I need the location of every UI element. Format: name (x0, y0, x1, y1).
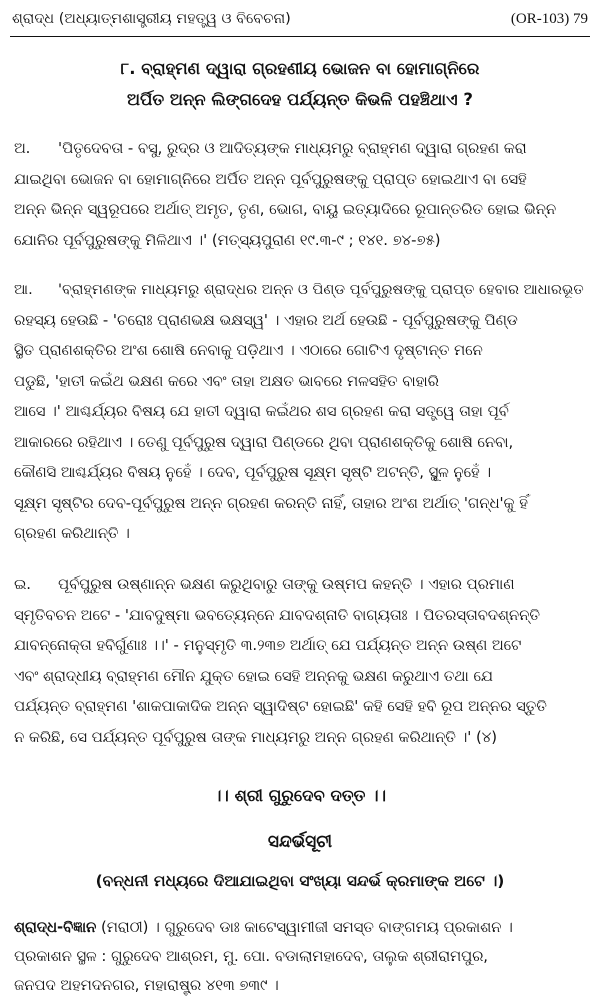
paragraph-i-line: ନ କରିଛି, ସେ ପର୍ଯ୍ୟନ୍ତ ପୂର୍ବପୁରୁଷ ତାଙ୍କ ମାଧ୍ୟମରୁ ଅନ୍ନ ଗ୍ରହଣ କରିଥାନ୍ତି ।' (୪) (14, 728, 498, 746)
paragraph-i-marker: ଇ. (14, 576, 32, 593)
reference-entry-line: ଶ୍ରାଦ୍ଧ-ବିଜ୍ଞାନ (ମରାଠୀ) । ଗୁରୁଦେବ ଡାଃ କାଟେସ୍ୱାମୀଜୀ ସମସ୍ତ ବାଙ୍ଗମୟ ପ୍ରକାଶନ । (14, 919, 513, 936)
paragraph-i-line: ଯାବନ୍ନୋକ୍ତା ହବିର୍ଗୁଣାଃ ।।' - ମନୁସ୍ମୃତି ୩.୨୩୭ ଅର୍ଥାତ୍ ଯେ ପର୍ଯ୍ୟନ୍ତ ଅନ୍ନ ଉଷ୍ଣ ଅଟେ (14, 637, 522, 654)
header-rule (10, 36, 590, 37)
reference-entry-line: ଜନପଦ ଅହମଦନଗର, ମହାରାଷ୍ଟ୍ର ୪୧୩ ୭୩୯ । (14, 977, 279, 994)
paragraph-aa-marker: ଆ. (14, 281, 33, 298)
paragraph-a-line: ଅନ୍ନ ଭିନ୍ନ ସ୍ୱରୂପରେ ଅର୍ଥାତ୍ ଅମୃତ, ତୃଣ, ଭୋଗ, ବାୟୁ ଇତ୍ୟାଦିରେ ରୂପାନ୍ତରିତ ହୋଇ ଭିନ୍ନ (14, 201, 557, 218)
paragraph-aa-line: ପଡୁଛି, 'ହାତୀ କଇଁଥ ଭକ୍ଷଣ କରେ ଏବଂ ତାହା ଅକ୍ଷତ ଭାବରେ ମଳସହିତ ବାହାରି (14, 372, 439, 390)
running-header (12, 6, 588, 32)
paragraph-i-line: ପର୍ଯ୍ୟନ୍ତ ବ୍ରାହ୍ମଣ 'ଶାକପାକାଦିକ ଅନ୍ନ ସ୍ୱାଦିଷ୍ଟ ହୋଇଛି' କହି ସେହି ହବି ରୂପ ଅନ୍ନର ସ୍ତୁତି (14, 698, 547, 715)
reference-entry (14, 913, 590, 1000)
closing-invocation: ।। ଶ୍ରୀ ଗୁରୁଦେବ ଦତ୍ତ ।। (214, 786, 386, 805)
paragraph-aa-line: ଆ. 'ବ୍ରାହ୍ମଣଙ୍କ ମାଧ୍ୟମରୁ ଶ୍ରାଦ୍ଧର ଅନ୍ନ ଓ ପିଣ୍ଡ ପୂର୍ବପୁରୁଷଙ୍କୁ ପ୍ରାପ୍ତ ହେବାର ଆଧାରଭୂତ (14, 275, 586, 306)
paragraph-a-marker: ଅ. (14, 140, 31, 157)
paragraph-a (14, 134, 586, 256)
question-heading (14, 53, 586, 115)
paragraph-aa-line: କୌଣସି ଆଶ୍ଚର୍ଯ୍ୟର ବିଷୟ ନୁହେଁ । ଦେବ, ପୂର୍ବପୁରୁଷ ସୂକ୍ଷ୍ମ ସୃଷ୍ଟି ଅଟନ୍ତି, ସ୍ଥୂଳ ନୁହେଁ । (14, 464, 492, 481)
references-title: ସନ୍ଦର୍ଭସୂଚୀ (267, 832, 333, 852)
paragraph-aa-line: ରହସ୍ୟ ହେଉଛି - 'ଚରୋଃ ପ୍ରାଣଭକ୍ଷ ଭକ୍ଷସ୍ୱ' । ଏହାର ଅର୍ଥ ହେଉଛି - ପୂର୍ବପୁରୁଷଙ୍କୁ ପିଣ୍ଡ (14, 311, 518, 329)
header-page-number: (OR-103) 79 (510, 10, 588, 27)
reference-entry-line: ପ୍ରକାଶନ ସ୍ଥଳ : ଗୁରୁଦେବ ଆଶ୍ରମ, ମୁ. ପୋ. ବଡାଲାମହାଦେବ, ତାଲୁକ ଶ୍ରୀରାମପୁର, (14, 948, 489, 965)
reference-entry-title: ଶ୍ରାଦ୍ଧ-ବିଜ୍ଞାନ (14, 919, 97, 936)
paragraph-aa (14, 275, 586, 550)
paragraph-aa-line: ସୂକ୍ଷ୍ମ ସୃଷ୍ଟିର ଦେବ-ପୂର୍ବପୁରୁଷ ଅନ୍ନ ଗ୍ରହଣ କରନ୍ତି ନାହିଁ, ତାହାର ଅଂଶ ଅର୍ଥାତ୍ 'ଗନ୍ଧ'କୁ ହିଁ (14, 494, 528, 512)
paragraph-aa-line: ଆକାରରେ ରହିଥାଏ । ତେଣୁ ପୂର୍ବପୁରୁଷ ଦ୍ୱାରା ପିଣ୍ଡରେ ଥିବା ପ୍ରାଣଶକ୍ତିକୁ ଶୋଷି ନେବା, (14, 433, 514, 451)
paragraph-aa-line: ଗ୍ରହଣ କରିଥାନ୍ତି । (14, 525, 130, 542)
paragraph-a-line: ଯାଇଥିବା ଭୋଜନ ବା ହୋମାଗ୍ନିରେ ଅର୍ପିତ ଅନ୍ନ ପୂର୍ବପୁରୁଷଙ୍କୁ ପ୍ରାପ୍ତ ହୋଇଥାଏ ବା ସେହି (14, 170, 527, 188)
question-heading-line-2: ଅର୍ପିତ ଅନ୍ନ ଲିଙ୍ଗଦେହ ପର୍ଯ୍ୟନ୍ତ କିଭଳି ପହଞ୍ଚିଥାଏ ? (127, 90, 473, 109)
paragraph-i (14, 570, 586, 753)
paragraph-aa-line: ଆସେ ।' ଆଶ୍ଚର୍ଯ୍ୟର ବିଷୟ ଯେ ହାତୀ ଦ୍ୱାରା କଇଁଥର ଶସ ଗ୍ରହଣ କରା ସତ୍ତ୍ୱେ ତାହା ପୂର୍ବ (14, 403, 509, 420)
paragraph-aa-line: ସ୍ଥିତ ପ୍ରାଣଶକ୍ତିର ଅଂଶ ଶୋଷି ନେବାକୁ ପଡ଼ିଥାଏ । ଏଠାରେ ଗୋଟିଏ ଦୃଷ୍ଟାନ୍ତ ମନେ (14, 342, 483, 359)
paragraph-i-line: ଏବଂ ଶ୍ରାଦ୍ଧୀୟ ବ୍ରାହ୍ମଣ ମୌନ ଯୁକ୍ତ ହୋଇ ସେହି ଅନ୍ନକୁ ଭକ୍ଷଣ କରୁଥାଏ ତଥା ଯେ (14, 667, 493, 685)
paragraph-i-line: ଇ. ପୂର୍ବପୁରୁଷ ଉଷ୍ଣାନ୍ନ ଭକ୍ଷଣ କରୁଥିବାରୁ ତାଙ୍କୁ ଉଷ୍ମପ କହନ୍ତି । ଏହାର ପ୍ରମାଣ (14, 570, 586, 601)
header-book-title: ଶ୍ରାଦ୍ଧ (ଅଧ୍ୟାତ୍ମଶାସ୍ତ୍ରୀୟ ମହତ୍ତ୍ୱ ଓ ବିବେଚନା) (12, 11, 291, 27)
paragraph-i-line: ସ୍ମୃତିବଚନ ଅଟେ - 'ଯାବଦୁଷ୍ମା ଭବତ୍ୟେନ୍ନେ ଯାବଦଶ୍ନାତି ବାଗ୍ୟତାଃ । ପିତରସ୍ତାବଦଶ୍ନନ୍ତି (14, 606, 540, 624)
question-heading-line-1: ୮. ବ୍ରାହ୍ମଣ ଦ୍ୱାରା ଗ୍ରହଣୀୟ ଭୋଜନ ବା ହୋମାଗ୍ନିରେ (120, 59, 480, 78)
paragraph-a-line: ଯୋନିର ପୂର୍ବପୁରୁଷଙ୍କୁ ମିଳିଥାଏ ।' (ମତ୍ସ୍ୟପୁରାଣ ୧୯.୩-୯ ; ୧୪୧. ୭୪-୭୫) (14, 231, 441, 249)
paragraph-a-line: ଅ. 'ପିତୃଦେବତା - ବସୁ, ରୁଦ୍ର ଓ ଆଦିତ୍ୟଙ୍କ ମାଧ୍ୟମରୁ ବ୍ରାହ୍ମଣ ଦ୍ୱାରା ଗ୍ରହଣ କରା (14, 134, 586, 165)
references-subtitle: (ବନ୍ଧନୀ ମଧ୍ୟରେ ଦିଆଯାଇଥିବା ସଂଖ୍ୟା ସନ୍ଦର୍ଭ କ୍ରମାଙ୍କ ଅଟେ ।) (95, 872, 505, 890)
